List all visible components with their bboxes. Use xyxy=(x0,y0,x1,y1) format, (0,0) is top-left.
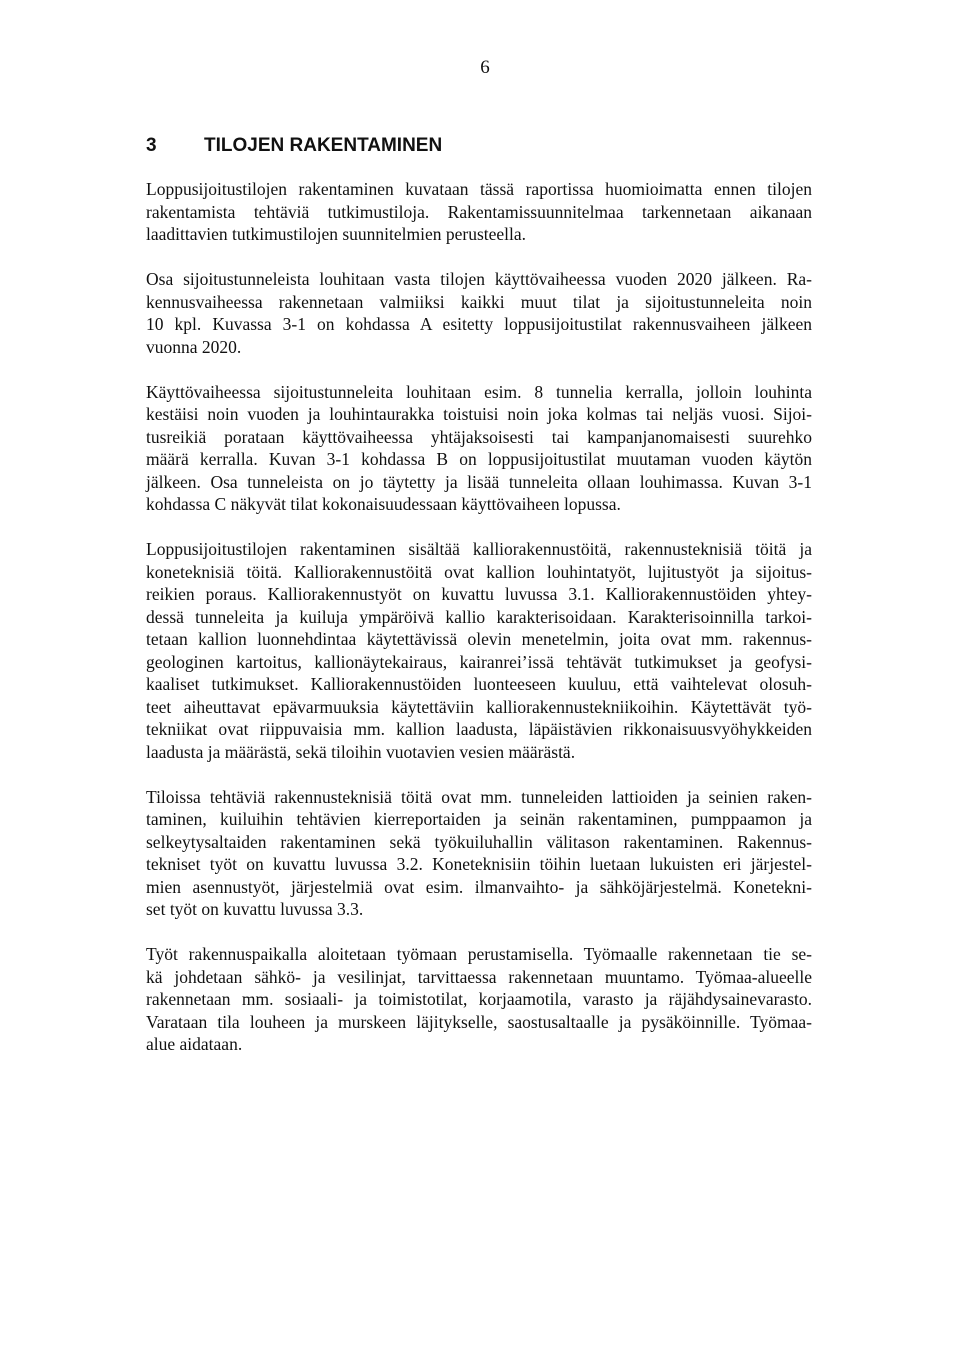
text-line: Tiloissa tehtäviä rakennusteknisiä töitä ovat mm. tunneleiden lattioiden ja seinien raken- xyxy=(146,786,812,807)
text-line: tusreikiä porataan käyttövaiheessa yhtäjaksoisesti tai kampanjanomaisesti suurehko xyxy=(146,426,812,447)
text-line: rakentamista tehtäviä tutkimustiloja. Rakentamissuunnitelmaa tarkennetaan aikanaan xyxy=(146,201,812,222)
text-line: Varataan tila louheen ja murskeen läjitykselle, saostusaltaalle ja pysäköinnille. Työmaa- xyxy=(146,1011,812,1032)
text-line: jälkeen. Osa tunneleista on jo täytetty ja lisää tunneleita ollaan louhimassa. Kuvan 3-1 xyxy=(146,471,812,492)
text-line: taminen, kuiluihin tehtävien kierreportaiden ja seinän rakentaminen, pumppaamon ja xyxy=(146,809,812,829)
text-line: tekniset työt on kuvattu luvussa 3.2. Koneteknisiin töihin luetaan lukuisten eri järjestel- xyxy=(146,854,812,874)
text-line: tetaan kallion luonnehdintaa käytettävissä olevin menetelmin, joita ovat mm. rakennus- xyxy=(146,629,812,649)
text-line: Osa sijoitustunneleista louhitaan vasta tilojen käyttövaiheessa vuoden 2020 jälkeen. Ra- xyxy=(146,269,812,289)
text-line: teet aiheuttavat epävarmuuksia käytettäviin kalliorakennustekniikoihin. Käytettävät työ- xyxy=(146,696,812,717)
paragraph-operation-phase xyxy=(146,381,812,516)
text-line: rakennetaan mm. sosiaali- ja toimistotilat, korjaamotila, varasto ja räjähdysainevarasto. xyxy=(146,989,812,1009)
text-line: kä johdetaan sähkö- ja vesilinjat, tarvittaessa rakennetaan muuntamo. Työmaa-alueelle xyxy=(146,966,812,987)
text-line: Loppusijoitustilojen rakentaminen sisältää kalliorakennustöitä, rakennusteknisiä töitä ja xyxy=(146,539,812,559)
text-line: vuonna 2020. xyxy=(146,336,242,357)
text-line: selkeytysaltaiden rakentaminen sekä työkuiluhallin välitason rakentaminen. Rakennus- xyxy=(146,831,812,852)
page-number: 6 xyxy=(480,57,490,78)
text-line: Käyttövaiheessa sijoitustunneleita louhitaan esim. 8 tunnelia kerralla, jolloin louhinta xyxy=(146,381,812,402)
text-line: Loppusijoitustilojen rakentaminen kuvataan tässä raportissa huomioimatta ennen tilojen xyxy=(146,179,812,199)
paragraph-intro xyxy=(146,178,812,246)
body-text xyxy=(146,178,812,1078)
text-line: reikien poraus. Kalliorakennustyöt on kuvattu luvussa 3.1. Kalliorakennustöiden yhtey- xyxy=(146,584,812,604)
text-line: laadittavien tutkimustilojen suunnitelmien perusteella. xyxy=(146,224,527,244)
section-title: TILOJEN RAKENTAMINEN xyxy=(204,135,443,156)
section-heading xyxy=(146,134,442,158)
text-line: geologinen kartoitus, kallionäytekairaus, kairanrei’issä tehtävät tutkimukset ja geofysi- xyxy=(146,651,812,672)
text-line: Työt rakennuspaikalla aloitetaan työmaan perustamisella. Työmaalle rakennetaan tie se- xyxy=(146,944,812,964)
paragraph-construction-works xyxy=(146,538,812,763)
text-line: set työt on kuvattu luvussa 3.3. xyxy=(146,899,364,919)
paragraph-site-establishment xyxy=(146,943,812,1056)
text-line: dessä tunneleita ja kuiluja ympäröivä kallio karakterisoidaan. Karakterisoinnilla tarkoi- xyxy=(146,606,812,627)
section-number: 3 xyxy=(146,135,157,156)
paragraph-construction-phase xyxy=(146,268,812,358)
paragraph-building-works xyxy=(146,786,812,921)
text-line: 10 kpl. Kuvassa 3-1 on kohdassa A esitetty loppusijoitustilat rakennusvaiheen jälkeen xyxy=(146,314,812,334)
text-line: kohdassa C näkyvät tilat kokonaisuudessaan käyttövaiheen lopussa. xyxy=(146,494,621,514)
text-line: alue aidataan. xyxy=(146,1034,243,1054)
text-line: kaaliset tutkimukset. Kalliorakennustöiden luonteeseen kuuluu, että vaihtelevat olosuh- xyxy=(146,674,812,694)
text-line: laadusta ja määrästä, sekä tiloihin vuotavien vesien määrästä. xyxy=(146,741,576,762)
text-line: koneteknisiä töitä. Kalliorakennustöitä ovat kallion louhintatyöt, lujitustyöt ja sijoitus- xyxy=(146,561,812,582)
text-line: määrä kerralla. Kuvan 3-1 kohdassa B on loppusijoitustilat muutaman vuoden käytön xyxy=(146,449,812,469)
text-line: mien asennustyöt, järjestelmiä ovat esim. ilmanvaihto- ja sähköjärjestelmä. Konetekni- xyxy=(146,876,812,897)
text-line: kennusvaiheessa rakennetaan valmiiksi kaikki muut tilat ja sijoitustunneleita noin xyxy=(146,291,812,312)
text-line: tekniikat ovat riippuvaisia mm. kallion laadusta, läpäistävien rikkonaisuusvyöhykkeiden xyxy=(146,719,812,739)
text-line: kestäisi noin vuoden ja louhintaurakka toistuisi noin joka kolmas tai neljäs vuosi. Sijoi- xyxy=(146,404,812,424)
